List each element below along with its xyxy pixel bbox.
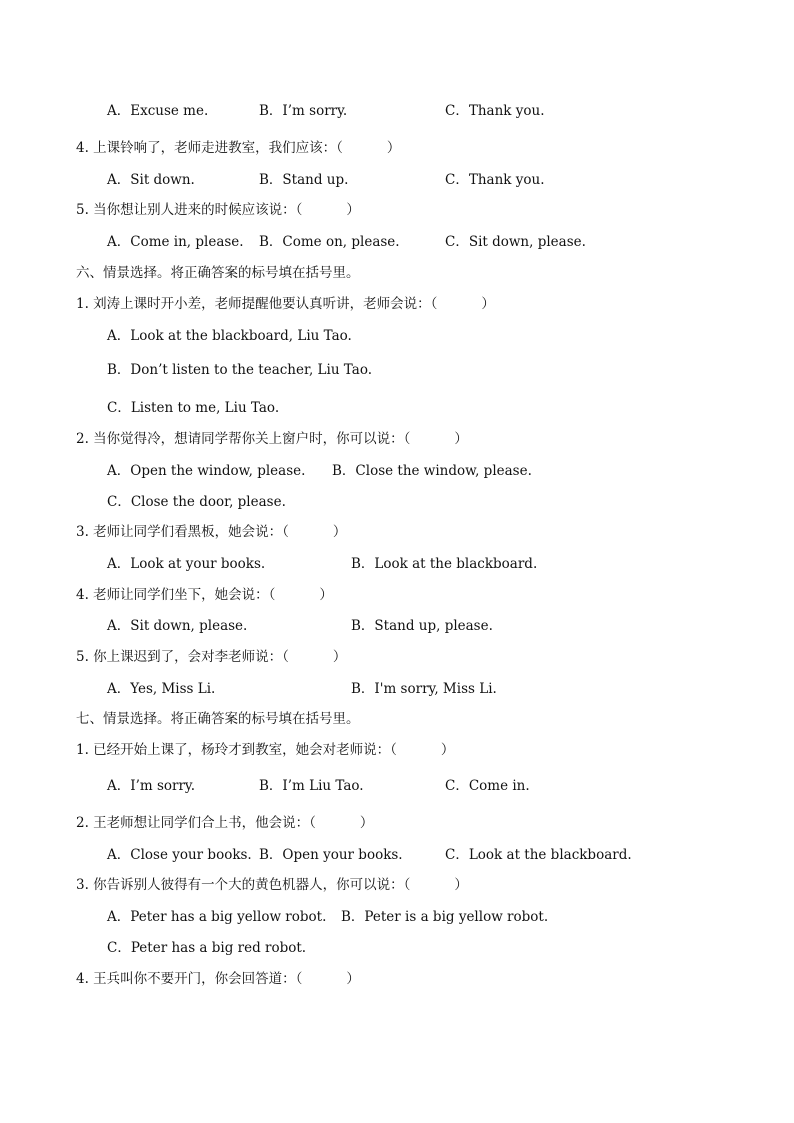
question-text: 3. 你告诉别人彼得有一个大的黄色机器人，你可以说：（ ） bbox=[76, 877, 468, 893]
question-text: 4. 上课铃响了，老师走进教室，我们应该：（ ） bbox=[76, 140, 401, 156]
option-b: B．Stand up. bbox=[259, 172, 349, 188]
option-c: C．Thank you. bbox=[445, 172, 545, 188]
option-a: A．Come in, please. bbox=[107, 234, 244, 250]
question-text: 1. 刘涛上课时开小差，老师提醒他要认真听讲，老师会说：（ ） bbox=[76, 296, 495, 312]
question-text: 1. 已经开始上课了，杨玲才到教室，她会对老师说：（ ） bbox=[76, 742, 455, 758]
option-b: B．I’m sorry. bbox=[259, 103, 348, 119]
option-b: B．Stand up, please. bbox=[351, 618, 493, 634]
section-heading: 七、情景选择。将正确答案的标号填在括号里。 bbox=[76, 711, 360, 727]
question-text: 5. 你上课迟到了，会对李老师说：（ ） bbox=[76, 649, 347, 665]
option-b: B．Come on, please. bbox=[259, 234, 400, 250]
option-c: C．Sit down, please. bbox=[445, 234, 586, 250]
option-a: A．Peter has a big yellow robot. bbox=[107, 909, 327, 925]
option-a: A．Open the window, please. bbox=[107, 463, 306, 479]
option-c: C．Thank you. bbox=[445, 103, 545, 119]
option-a: A．Close your books. bbox=[107, 847, 252, 863]
option-b: B．I’m Liu Tao. bbox=[259, 778, 364, 794]
option-b: B．Open your books. bbox=[259, 847, 403, 863]
question-text: 5. 当你想让别人进来的时候应该说：（ ） bbox=[76, 202, 360, 218]
option-b: B．Close the window, please. bbox=[332, 463, 532, 479]
option-a: A．Sit down, please. bbox=[107, 618, 248, 634]
option-a: A．Look at the blackboard, Liu Tao. bbox=[107, 328, 352, 344]
option-a: A．Sit down. bbox=[107, 172, 195, 188]
question-text: 4. 老师让同学们坐下，她会说：（ ） bbox=[76, 587, 333, 603]
question-text: 4. 王兵叫你不要开门，你会回答道：（ ） bbox=[76, 971, 360, 987]
option-b: B．Look at the blackboard. bbox=[351, 556, 538, 572]
option-c: C．Look at the blackboard. bbox=[445, 847, 632, 863]
option-c: C．Listen to me, Liu Tao. bbox=[107, 400, 280, 416]
option-b: B．I'm sorry, Miss Li. bbox=[351, 681, 497, 697]
option-c: C．Peter has a big red robot. bbox=[107, 940, 307, 956]
question-text: 3. 老师让同学们看黑板，她会说：（ ） bbox=[76, 524, 347, 540]
option-c: C．Come in. bbox=[445, 778, 530, 794]
section-heading: 六、情景选择。将正确答案的标号填在括号里。 bbox=[76, 265, 360, 281]
option-a: A．Excuse me. bbox=[107, 103, 209, 119]
question-text: 2. 当你觉得冷，想请同学帮你关上窗户时，你可以说：（ ） bbox=[76, 431, 468, 447]
option-c: C．Close the door, please. bbox=[107, 494, 286, 510]
question-text: 2. 王老师想让同学们合上书，他会说：（ ） bbox=[76, 815, 374, 831]
option-a: A．Look at your books. bbox=[107, 556, 266, 572]
option-a: A．Yes, Miss Li. bbox=[107, 681, 216, 697]
option-b: B．Don’t listen to the teacher, Liu Tao. bbox=[107, 362, 372, 378]
option-a: A．I’m sorry. bbox=[107, 778, 196, 794]
option-b: B．Peter is a big yellow robot. bbox=[341, 909, 549, 925]
